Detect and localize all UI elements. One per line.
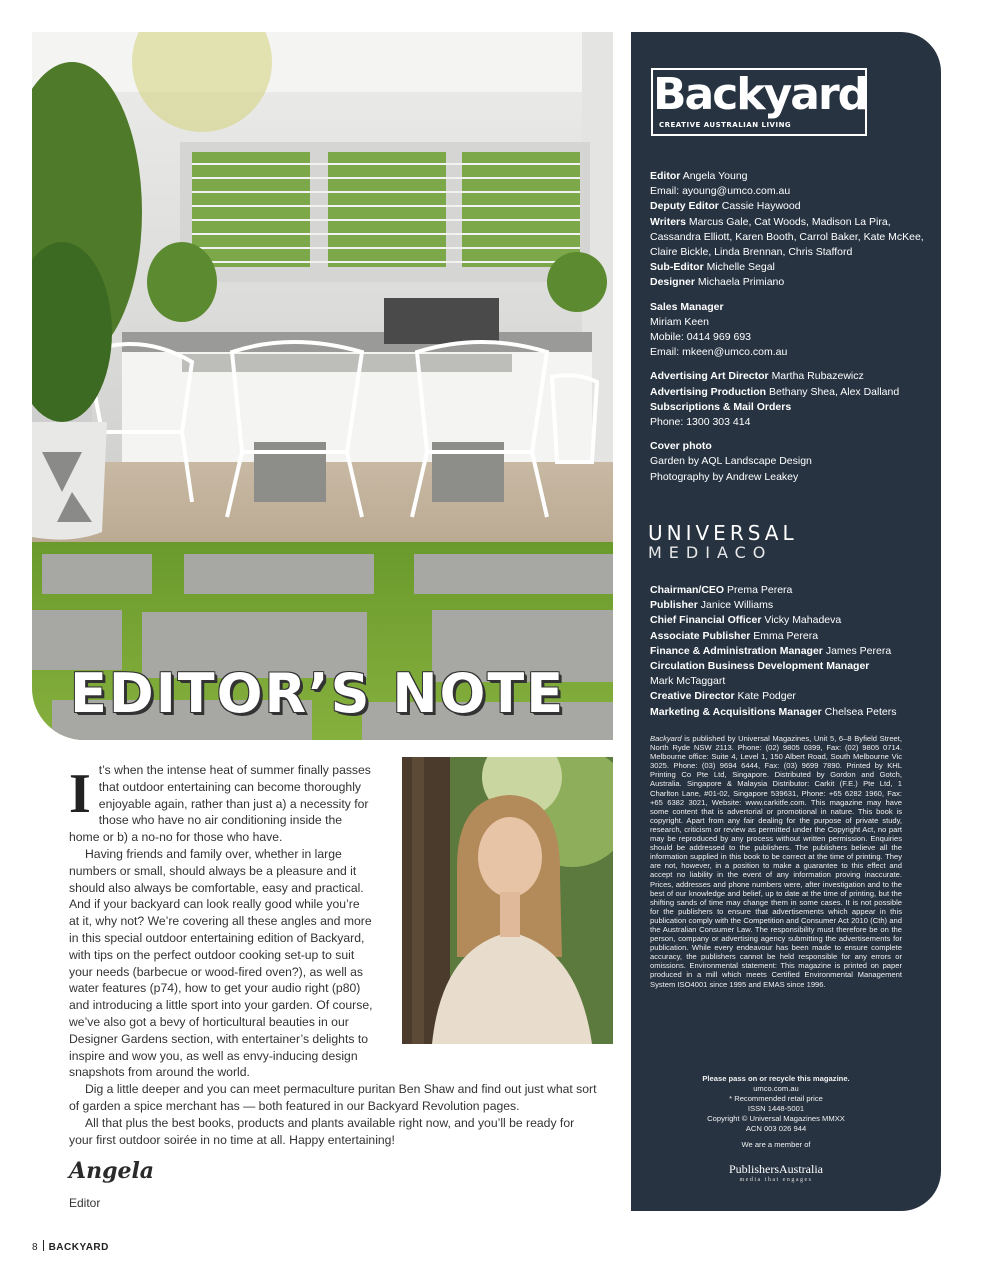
credit-line: Deputy Editor Cassie Haywood bbox=[650, 200, 801, 213]
pa-tagline: media that engages bbox=[739, 1177, 813, 1183]
publishers-australia-logo bbox=[721, 1162, 831, 1184]
logo-tagline: CREATIVE AUSTRALIAN LIVING bbox=[659, 121, 792, 129]
corp-line: Marketing & Acquisitions Manager Chelsea Peters bbox=[650, 705, 897, 718]
sales-line: Miriam Keen bbox=[650, 315, 709, 328]
page-number: 8 bbox=[32, 1242, 38, 1253]
credit-line: Editor Angela Young bbox=[650, 170, 748, 182]
credit-line: Sub-Editor Michelle Segal bbox=[650, 261, 775, 274]
corp-line: Chief Financial Officer Vicky Mahadeva bbox=[650, 614, 842, 627]
logo-line-1: UNIVERSAL bbox=[648, 521, 798, 545]
editorial-credits bbox=[650, 169, 935, 485]
fine-print-body: is published by Universal Magazines, Unit 5, 6–8 Byfield Street, North Ryde NSW 2113. Phone: (02) 9805 0399, Fax: (02) 9805 0714. Melbourne office: Suite 4, Level 1, 150 Albert Road, South Melbourne Vic 3025. Phone: (03) 9694 6444, Fax: (03) 9699 7890. Printed by KHL Printing Co Pte Ltd, Singapore. Distributed by Gordon and Gotch, Australia. Singapore & Malaysia Distributor: Carkit (F.E.) Pte Ltd, 1 Charlton Lane, #01-02, Singapore 539631, Phone: +65 6282 1960, Fax: +65 6382 3021, Website: www.carkitfe.com. This magazine may have some content that is advertorial or promotional in nature. This book is copyright. Apart from any fair dealing for the purpose of private study, research, criticism or review as permitted under the Copyright Act, no part may be reproduced by any process without written permission. Enquiries should be addressed to the publishers. The publishers believe all the information supplied in this book to be correct at the time of printing. They are not, however, in a position to make a guarantee to this effect and accept no liability in the event of any information proving inaccurate. Prices, addresses and phone numbers were, after investigation and to the best of our knowledge and belief, up to date at the time of printing, but the shifting sands of time may change them in some cases. It is not possible for the publishers to ensure that advertisements which appear in this publication comply with the Competition and Consumer Act 2010 (Cth) and the Australian Consumer Law. The responsibility must therefore be on the person, company or advertising agency submitting the advertisements for publication. While every endeavour has been made to ensure complete accuracy, the publishers cannot be held responsible for any errors or omissions. Environmental statement: This magazine is printed on paper produced in a mill which meets Certified Environmental Management System ISO4001 since 1995 and EMAS since 1996. bbox=[650, 734, 902, 989]
advertising-line: Advertising Art Director Martha Rubazewicz bbox=[650, 370, 864, 383]
universal-mediaco-logo bbox=[648, 522, 808, 562]
hero-photo bbox=[32, 32, 613, 740]
corp-line: Creative Director Kate Podger bbox=[650, 690, 796, 703]
recycle-line: umco.com.au bbox=[753, 1084, 799, 1093]
page-folio bbox=[32, 1240, 109, 1253]
editors-note-article bbox=[69, 762, 599, 1148]
credit-line: Writers Marcus Gale, Cat Woods, Madison La Pira, Cassandra Elliott, Karen Booth, Carrol Baker, Kate McKee, Claire Bickle, Linda Brennan, Chris Stafford bbox=[650, 215, 924, 259]
article-paragraph: Dig a little deeper and you can meet permaculture puritan Ben Shaw and find out just what sort of garden a spice merchant has — both featured in our Backyard Revolution pages. bbox=[69, 1082, 597, 1113]
corp-line: Publisher Janice Williams bbox=[650, 599, 774, 612]
cover-heading: Cover photo bbox=[650, 440, 712, 453]
advertising-line: Advertising Production Bethany Shea, Alex Dalland bbox=[650, 385, 900, 398]
editor-signature: Angela bbox=[69, 1158, 155, 1184]
recycle-notice bbox=[631, 1074, 921, 1150]
corp-line: Chairman/CEO Prema Perera bbox=[650, 584, 793, 596]
recycle-line: * Recommended retail price bbox=[729, 1094, 823, 1103]
credit-line: Designer Michaela Primiano bbox=[650, 276, 785, 289]
logo-wordmark: Backyard bbox=[653, 69, 868, 120]
editors-note-heading: EDITOR’S NOTE bbox=[70, 662, 566, 725]
masthead-panel bbox=[631, 32, 941, 1211]
advertising-line: Phone: 1300 303 414 bbox=[650, 416, 751, 429]
corp-line: Finance & Administration Manager James Perera bbox=[650, 644, 892, 657]
sales-line: Mobile: 0414 969 693 bbox=[650, 331, 751, 344]
cover-line: Garden by AQL Landscape Design bbox=[650, 455, 812, 468]
sales-heading: Sales Manager bbox=[650, 300, 724, 313]
sales-line: Email: mkeen@umco.com.au bbox=[650, 346, 788, 359]
cover-line: Photography by Andrew Leakey bbox=[650, 470, 799, 483]
corporate-credits bbox=[650, 583, 935, 720]
hero-photo-illustration bbox=[32, 32, 613, 740]
publishing-fine-print bbox=[650, 734, 902, 989]
recycle-line: Copyright © Universal Magazines MMXX bbox=[707, 1114, 845, 1123]
folio-divider bbox=[43, 1240, 44, 1251]
credit-line: Email: ayoung@umco.com.au bbox=[650, 185, 791, 198]
article-paragraph: t’s when the intense heat of summer finally passes that outdoor entertaining can become thoroughly enjoyable again, rather than just a) a necessity for those who have no air conditioning inside the home or b) a no-no for those who have. bbox=[69, 763, 371, 845]
corp-line: Associate Publisher Emma Perera bbox=[650, 629, 819, 642]
backyard-logo bbox=[651, 68, 867, 136]
corp-line: Circulation Business Development Manager bbox=[650, 660, 870, 673]
drop-cap: I bbox=[69, 763, 91, 825]
logo-line-2: MEDIACO bbox=[648, 543, 773, 562]
signature-role: Editor bbox=[69, 1196, 101, 1210]
article-paragraph: All that plus the best books, products and plants available right now, and you’ll be ready for your first outdoor soirée in no time at all. Happy entertaining! bbox=[69, 1115, 575, 1147]
magazine-name: BACKYARD bbox=[48, 1242, 109, 1253]
recycle-line: ISSN 1448-5001 bbox=[747, 1104, 805, 1113]
corp-line: Mark McTaggart bbox=[650, 675, 726, 688]
recycle-text: Please pass on or recycle this magazine. bbox=[702, 1074, 850, 1083]
recycle-line: ACN 003 026 944 bbox=[745, 1124, 807, 1133]
advertising-line: Subscriptions & Mail Orders bbox=[650, 400, 792, 413]
member-text: We are a member of bbox=[741, 1140, 811, 1149]
pa-wordmark: PublishersAustralia bbox=[729, 1162, 823, 1176]
fine-print-title: Backyard bbox=[650, 734, 682, 743]
article-paragraph: Having friends and family over, whether in large numbers or small, should always be a pleasure and it should also always be comfortable, easy and practical. And if your backyard can look really good while you’re at it, why not? We’re covering all these angles and more in this special outdoor entertaining edition of Backyard, with tips on the perfect outdoor cooking set-up to suit your needs (barbecue or wood-fired oven?), as well as water features (p74), how to get your audio right (p80) and introducing a little sport into your garden. Of course, we’ve also got a bevy of horticultural beauties in our Designer Gardens section, with entertainer’s delights to inspire and wow you, as well as envy-inducing design snapshots from around the world. bbox=[69, 846, 373, 1080]
